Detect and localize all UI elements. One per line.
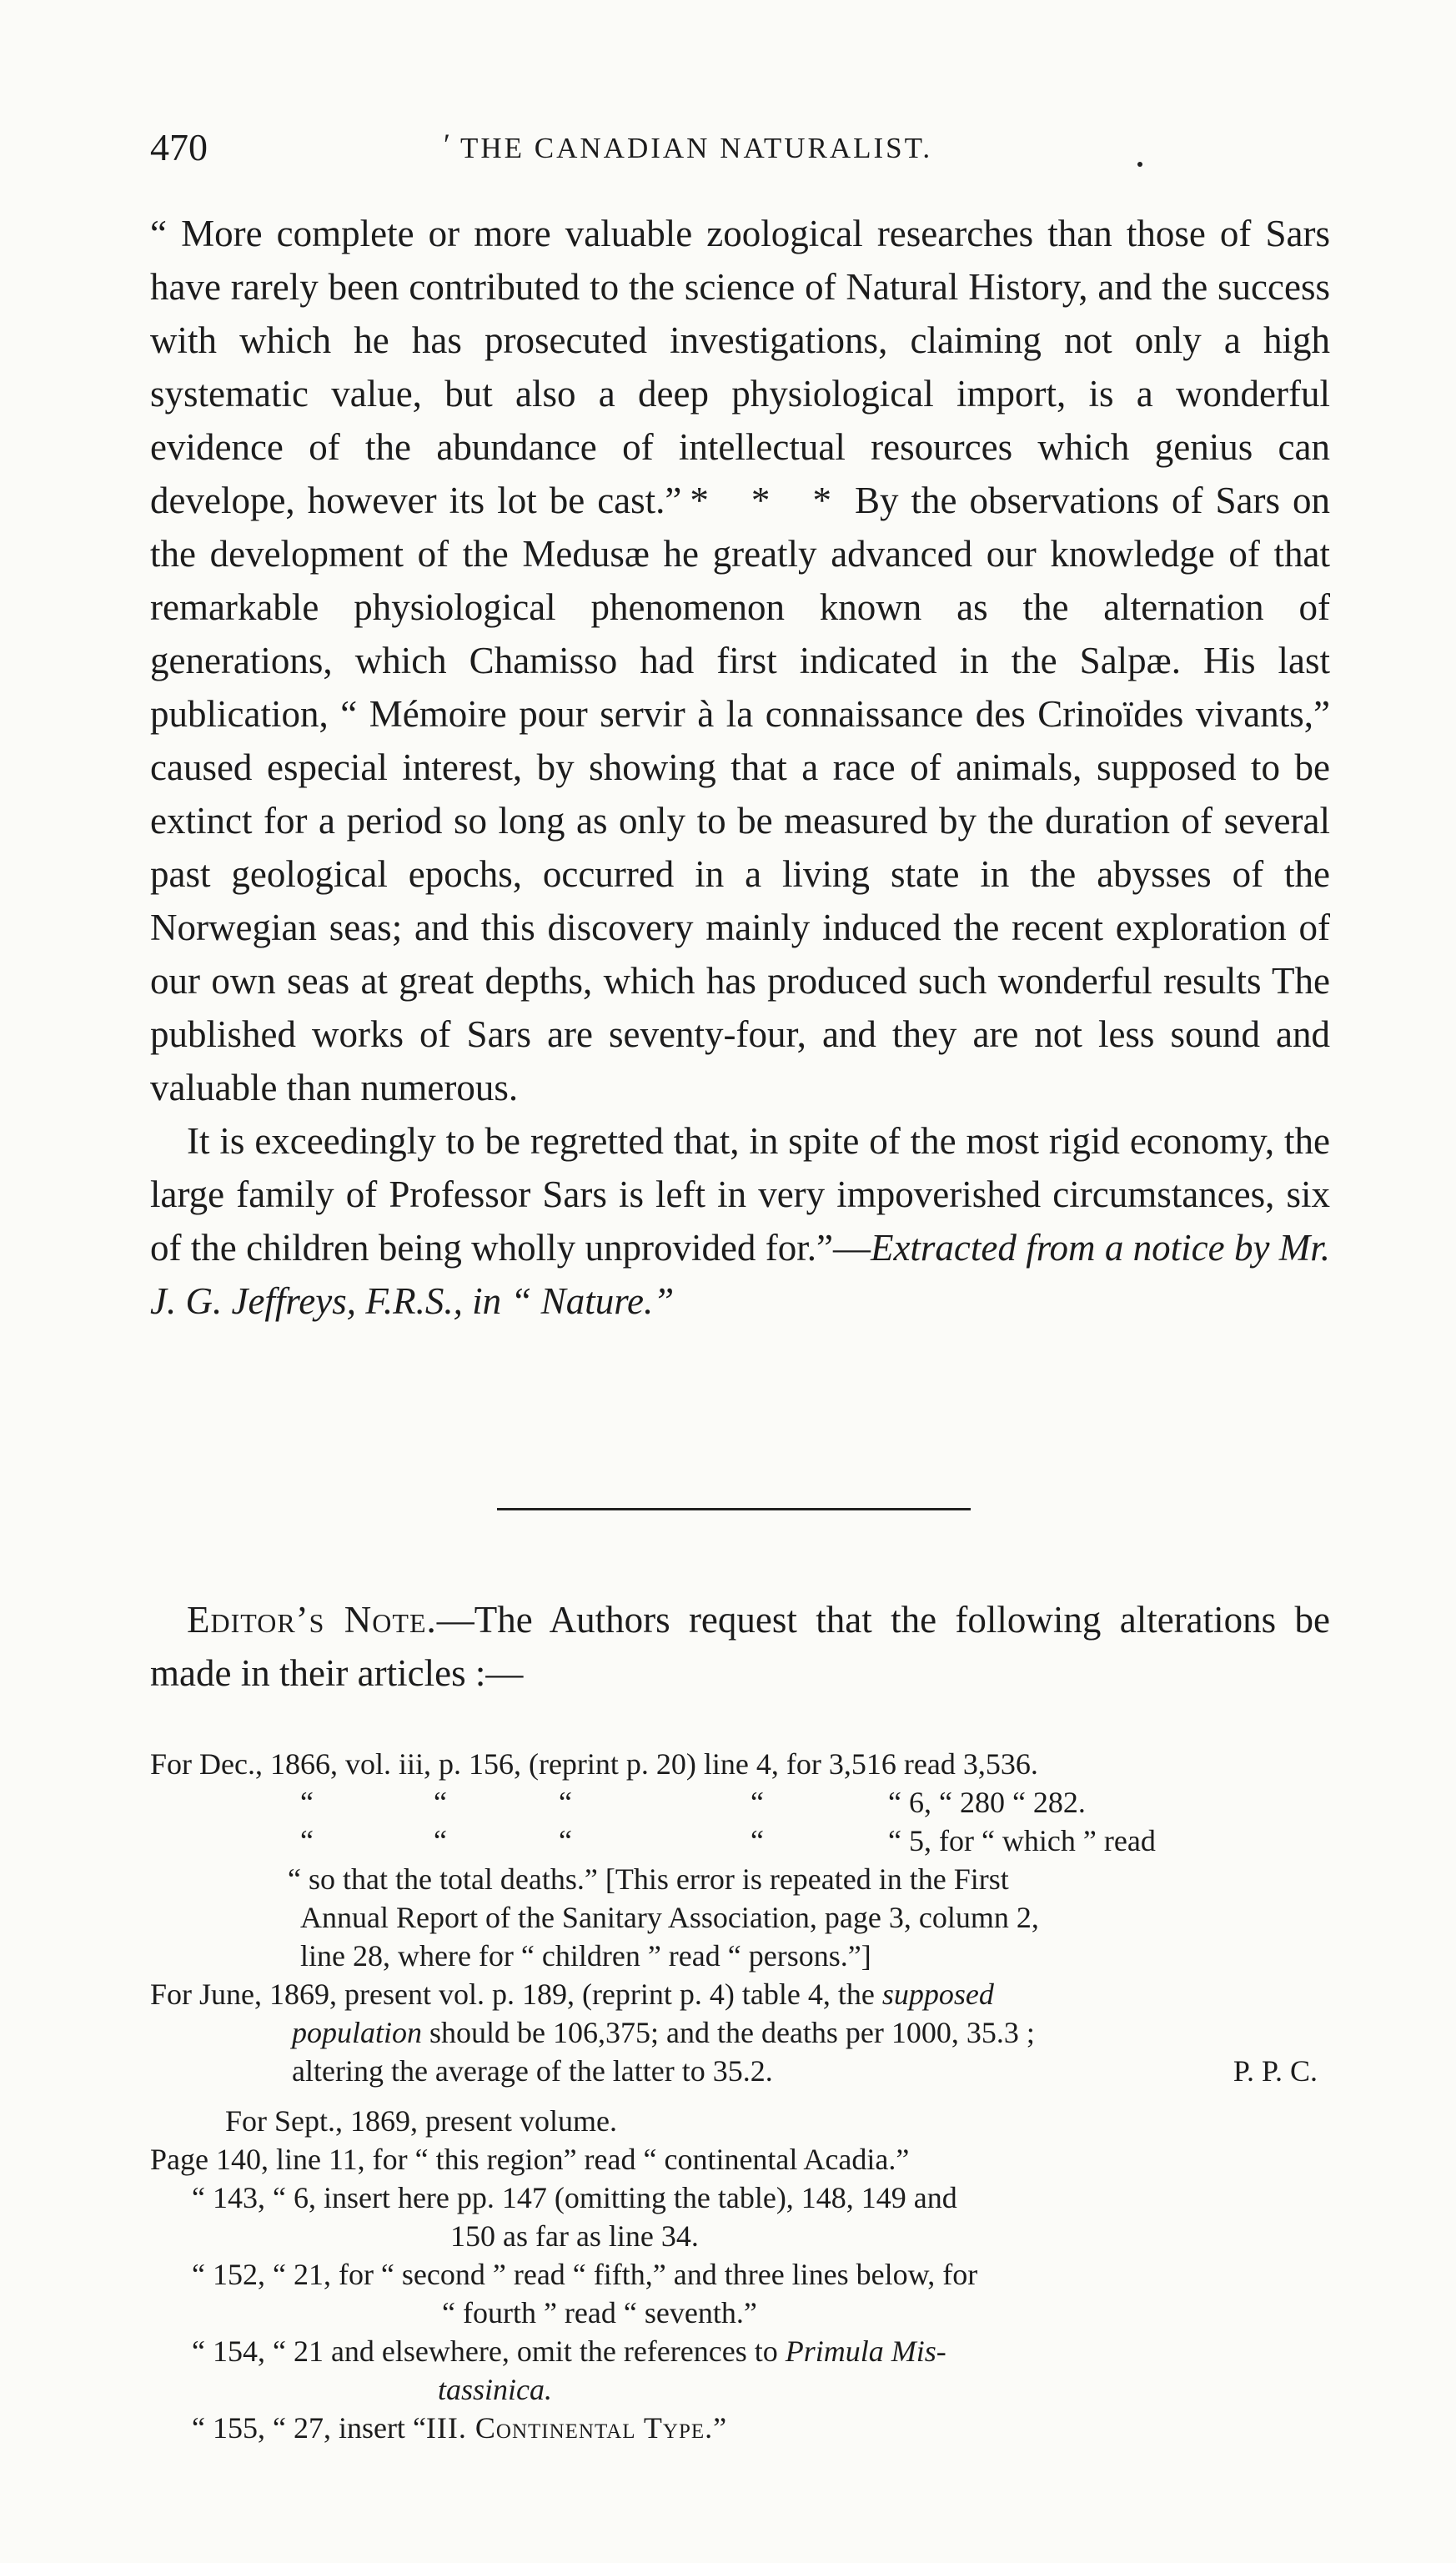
errata-sept-heading: For Sept., 1869, present volume.: [225, 2104, 617, 2138]
paragraph-2-text: It is exceedingly to be regretted that, in spite of the most rigid economy, the large family of Professor Sars is left in very impoverished circumstances, six of the children being wholly unprovided for.”—: [150, 1120, 1330, 1269]
errata-list: [150, 1745, 1334, 2447]
errata-page-154-cont: tassinica.: [438, 2373, 553, 2406]
errata-page-140: Page 140, line 11, for “ this region” read “ continental Acadia.”: [150, 2143, 910, 2176]
paragraph-1-part-1: “ More complete or more valuable zoological researches than those of Sars have rarely been contributed to the science of Natural History, and the success with which he has prosecuted investigations, claiming not only a high systematic value, but also a deep physiological import, is a wonderful evidence of the abundance of intellectual resources which genius can develope, however its lot be cast.”: [150, 213, 1330, 521]
print-mark: ʹ: [444, 128, 450, 161]
errata-june-line-2: population should be 106,375; and the deaths per 1000, 35.3 ;: [292, 2016, 1035, 2049]
editor-note-label: Editor’s Note.: [187, 1599, 437, 1641]
editor-note: [150, 1593, 1330, 1700]
section-divider: [497, 1508, 971, 1510]
errata-page-143-cont: 150 as far as line 34.: [450, 2219, 699, 2253]
errata-june-line-1: For June, 1869, present vol. p. 189, (reprint p. 4) table 4, the supposed: [150, 1978, 994, 2011]
running-head: THE CANADIAN NATURALIST.: [460, 132, 933, 164]
errata-dec-line-6: line 28, where for “ children ” read “ persons.”]: [300, 1939, 871, 1973]
errata-dec-line-1: For Dec., 1866, vol. iii, p. 156, (reprint p. 20) line 4, for 3,516 read 3,536.: [150, 1747, 1038, 1781]
source-citation: Extracted from a notice by Mr. J. G. Jeffreys, F.R.S., in “ Nature.”: [150, 1227, 1330, 1322]
author-signature: P. P. C.: [1233, 2054, 1318, 2088]
errata-june-line-3: altering the average of the latter to 35.2. P. P. C.: [150, 2052, 1334, 2090]
asterisk-separator: * * *: [690, 480, 846, 521]
page-number: 470: [150, 126, 208, 168]
errata-page-155: “ 155, “ 27, insert “III. Continental Type.”: [192, 2411, 727, 2445]
errata-page-152: “ 152, “ 21, for “ second ” read “ fifth,” and three lines below, for: [192, 2258, 978, 2291]
print-speck: [1137, 162, 1142, 167]
errata-dec-line-2: “ “ “ “ “ 6, “ 280 “ 282.: [300, 1786, 1086, 1819]
editor-note-text: —The Authors request that the following alterations be made in their articles :—: [150, 1599, 1330, 1694]
paragraph-1-part-2: By the observations of Sars on the development of the Medusæ he greatly advanced our knowledge of that remarkable physiological phenomenon known as the alternation of generations, which Chamisso had first indicated in the Salpæ. His last publication, “ Mémoire pour servir à la connaissance des Crinoïdes vivants,” caused especial interest, by showing that a race of animals, supposed to be extinct for a period so long as only to be measured by the duration of several past geological epochs, occurred in a living state in the abysses of the Norwegian seas; and this discovery mainly induced the recent exploration of our own seas at great depths, which has produced such wonderful results The published works of Sars are seventy-four, and they are not less sound and valuable than numerous.: [150, 480, 1331, 1108]
errata-dec-line-4: “ so that the total deaths.” [This error is repeated in the First: [288, 1862, 1009, 1896]
paragraph-1: [150, 207, 1330, 1114]
errata-page-152-cont: “ fourth ” read “ seventh.”: [442, 2296, 757, 2329]
errata-dec-line-5: Annual Report of the Sanitary Association, page 3, column 2,: [300, 1901, 1039, 1934]
errata-dec-line-3: “ “ “ “ “ 5, for “ which ” read: [300, 1824, 1156, 1857]
errata-page-143: “ 143, “ 6, insert here pp. 147 (omitting the table), 148, 149 and: [192, 2181, 957, 2214]
main-text: [150, 207, 1330, 1328]
errata-page-154: “ 154, “ 21 and elsewhere, omit the references to Primula Mis-: [192, 2334, 946, 2368]
page-header: [150, 125, 1334, 183]
paragraph-2: [150, 1114, 1330, 1328]
